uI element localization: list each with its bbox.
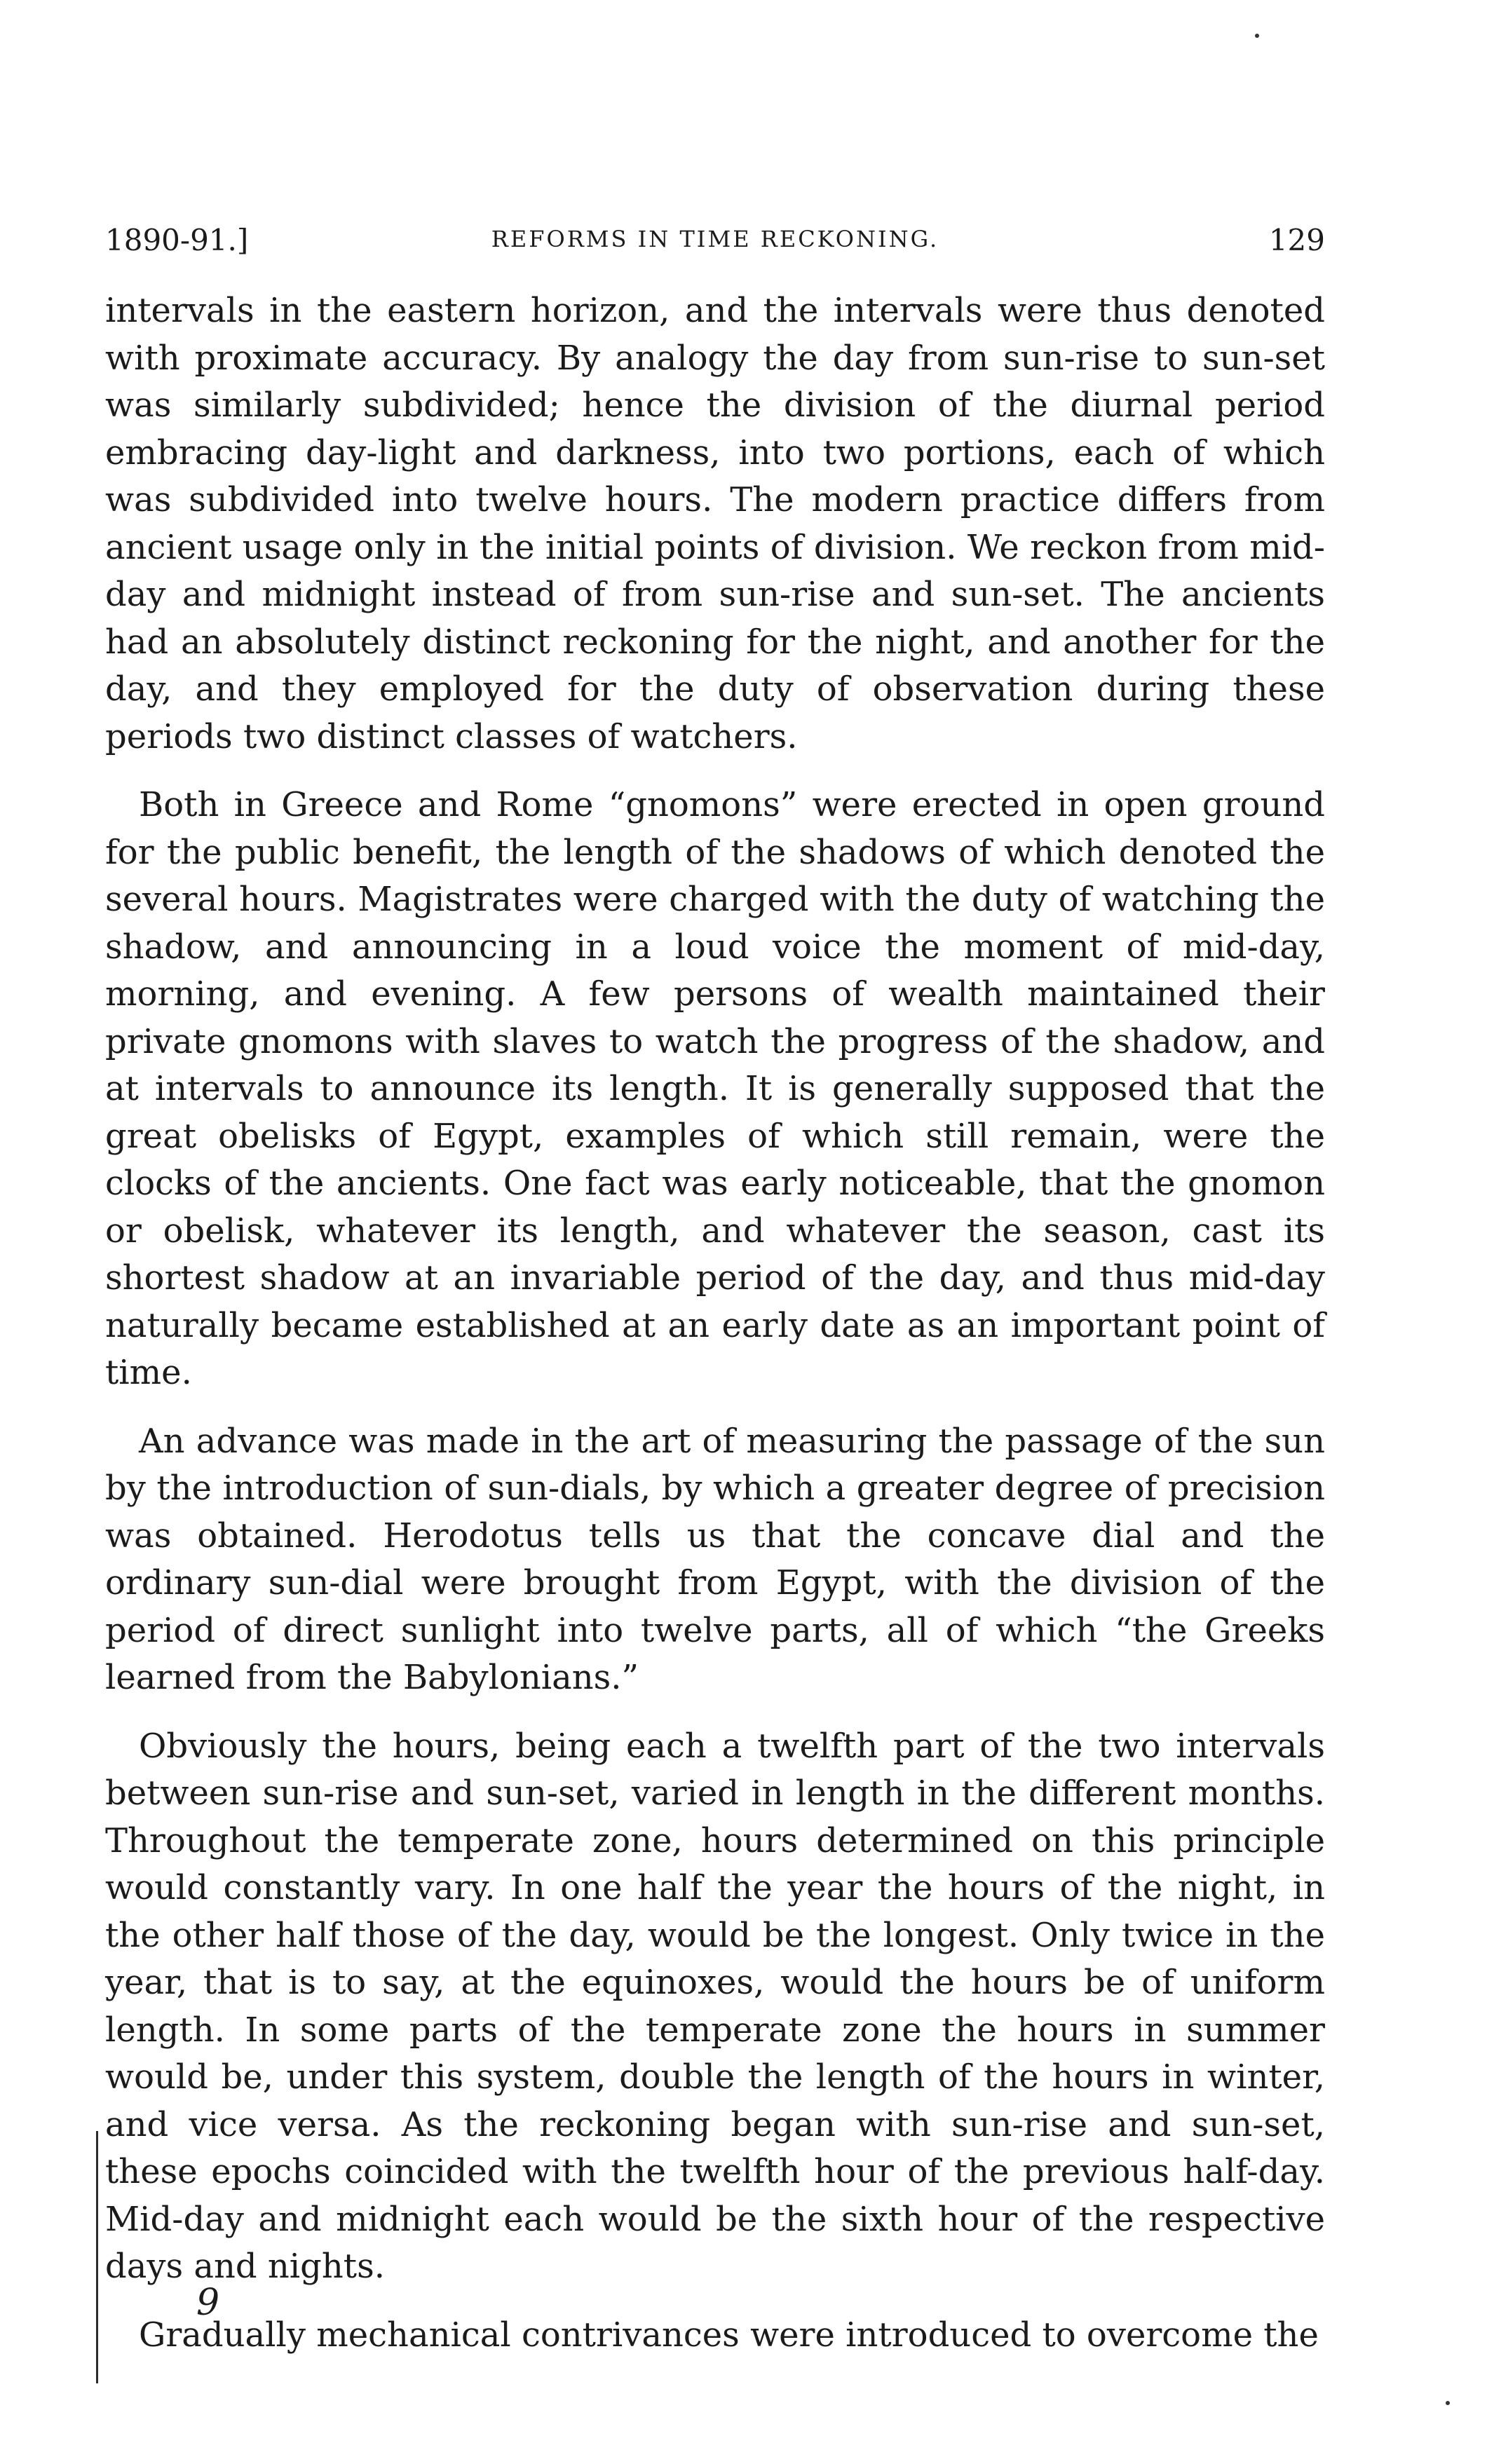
scan-speck	[1255, 34, 1259, 38]
paragraph-5: Gradually mechanical contrivances were introduced to overcome the	[139, 2315, 1319, 2355]
paragraph-1: intervals in the eastern horizon, and the intervals were thus denoted with proximate accuracy. By analogy the day from sun-rise to sun-set was similarly subdivided; hence the division of the diurnal period embracing day-light and darkness, into two portions, each of which was subdivided into twelve hours. The modern practice differs from ancient usage only in the initial points of division. We reckon from mid-day and midnight instead of from sun-rise and sun-set. The ancients had an absolutely distinct reckoning for the night, and another for the day, and they employed for the duty of observation during these periods two distinct classes of watchers.	[105, 291, 1325, 756]
body-text	[105, 287, 1325, 2359]
page-number: 129	[1268, 223, 1325, 257]
running-head	[105, 223, 1325, 265]
header-title: REFORMS IN TIME RECKONING.	[491, 226, 939, 252]
margin-rule	[96, 2131, 98, 2383]
header-date: 1890-91.]	[105, 223, 249, 257]
paragraph-2: Both in Greece and Rome “gnomons” were erected in open ground for the public benefit, the length of the shadows of which denoted the several hours. Magistrates were charged with the duty of watching the shadow, and announcing in a loud voice the moment of mid-day, morning, and evening. A few persons of wealth maintained their private gnomons with slaves to watch the progress of the shadow, and at intervals to announce its length. It is generally supposed that the great obelisks of Egypt, examples of which still remain, were the clocks of the ancients. One fact was early noticeable, that the gnomon or obelisk, whatever its length, and whatever the season, cast its shortest shadow at an invariable period of the day, and thus mid-day naturally became established at an early date as an important point of time.	[105, 785, 1325, 1392]
scan-speck	[1446, 2401, 1450, 2405]
paragraph-3: An advance was made in the art of measuring the passage of the sun by the introduction of sun-dials, by which a greater degree of precision was obtained. Herodotus tells us that the concave dial and the ordinary sun-dial were brought from Egypt, with the division of the period of direct sunlight into twelve parts, all of which “the Greeks learned from the Babylonians.”	[105, 1421, 1325, 1697]
signature-mark: 9	[196, 2282, 220, 2324]
paragraph-4: Obviously the hours, being each a twelfth part of the two intervals between sun-rise and sun-set, varied in length in the different months. Throughout the temperate zone, hours determined on this principle would constantly vary. In one half the year the hours of the night, in the other half those of the day, would be the longest. Only twice in the year, that is to say, at the equinoxes, would the hours be of uniform length. In some parts of the temperate zone the hours in summer would be, under this system, double the length of the hours in winter, and vice versa. As the reckoning began with sun-rise and sun-set, these epochs coincided with the twelfth hour of the previous half-day. Mid-day and midnight each would be the sixth hour of the respective days and nights.	[105, 1726, 1325, 2286]
